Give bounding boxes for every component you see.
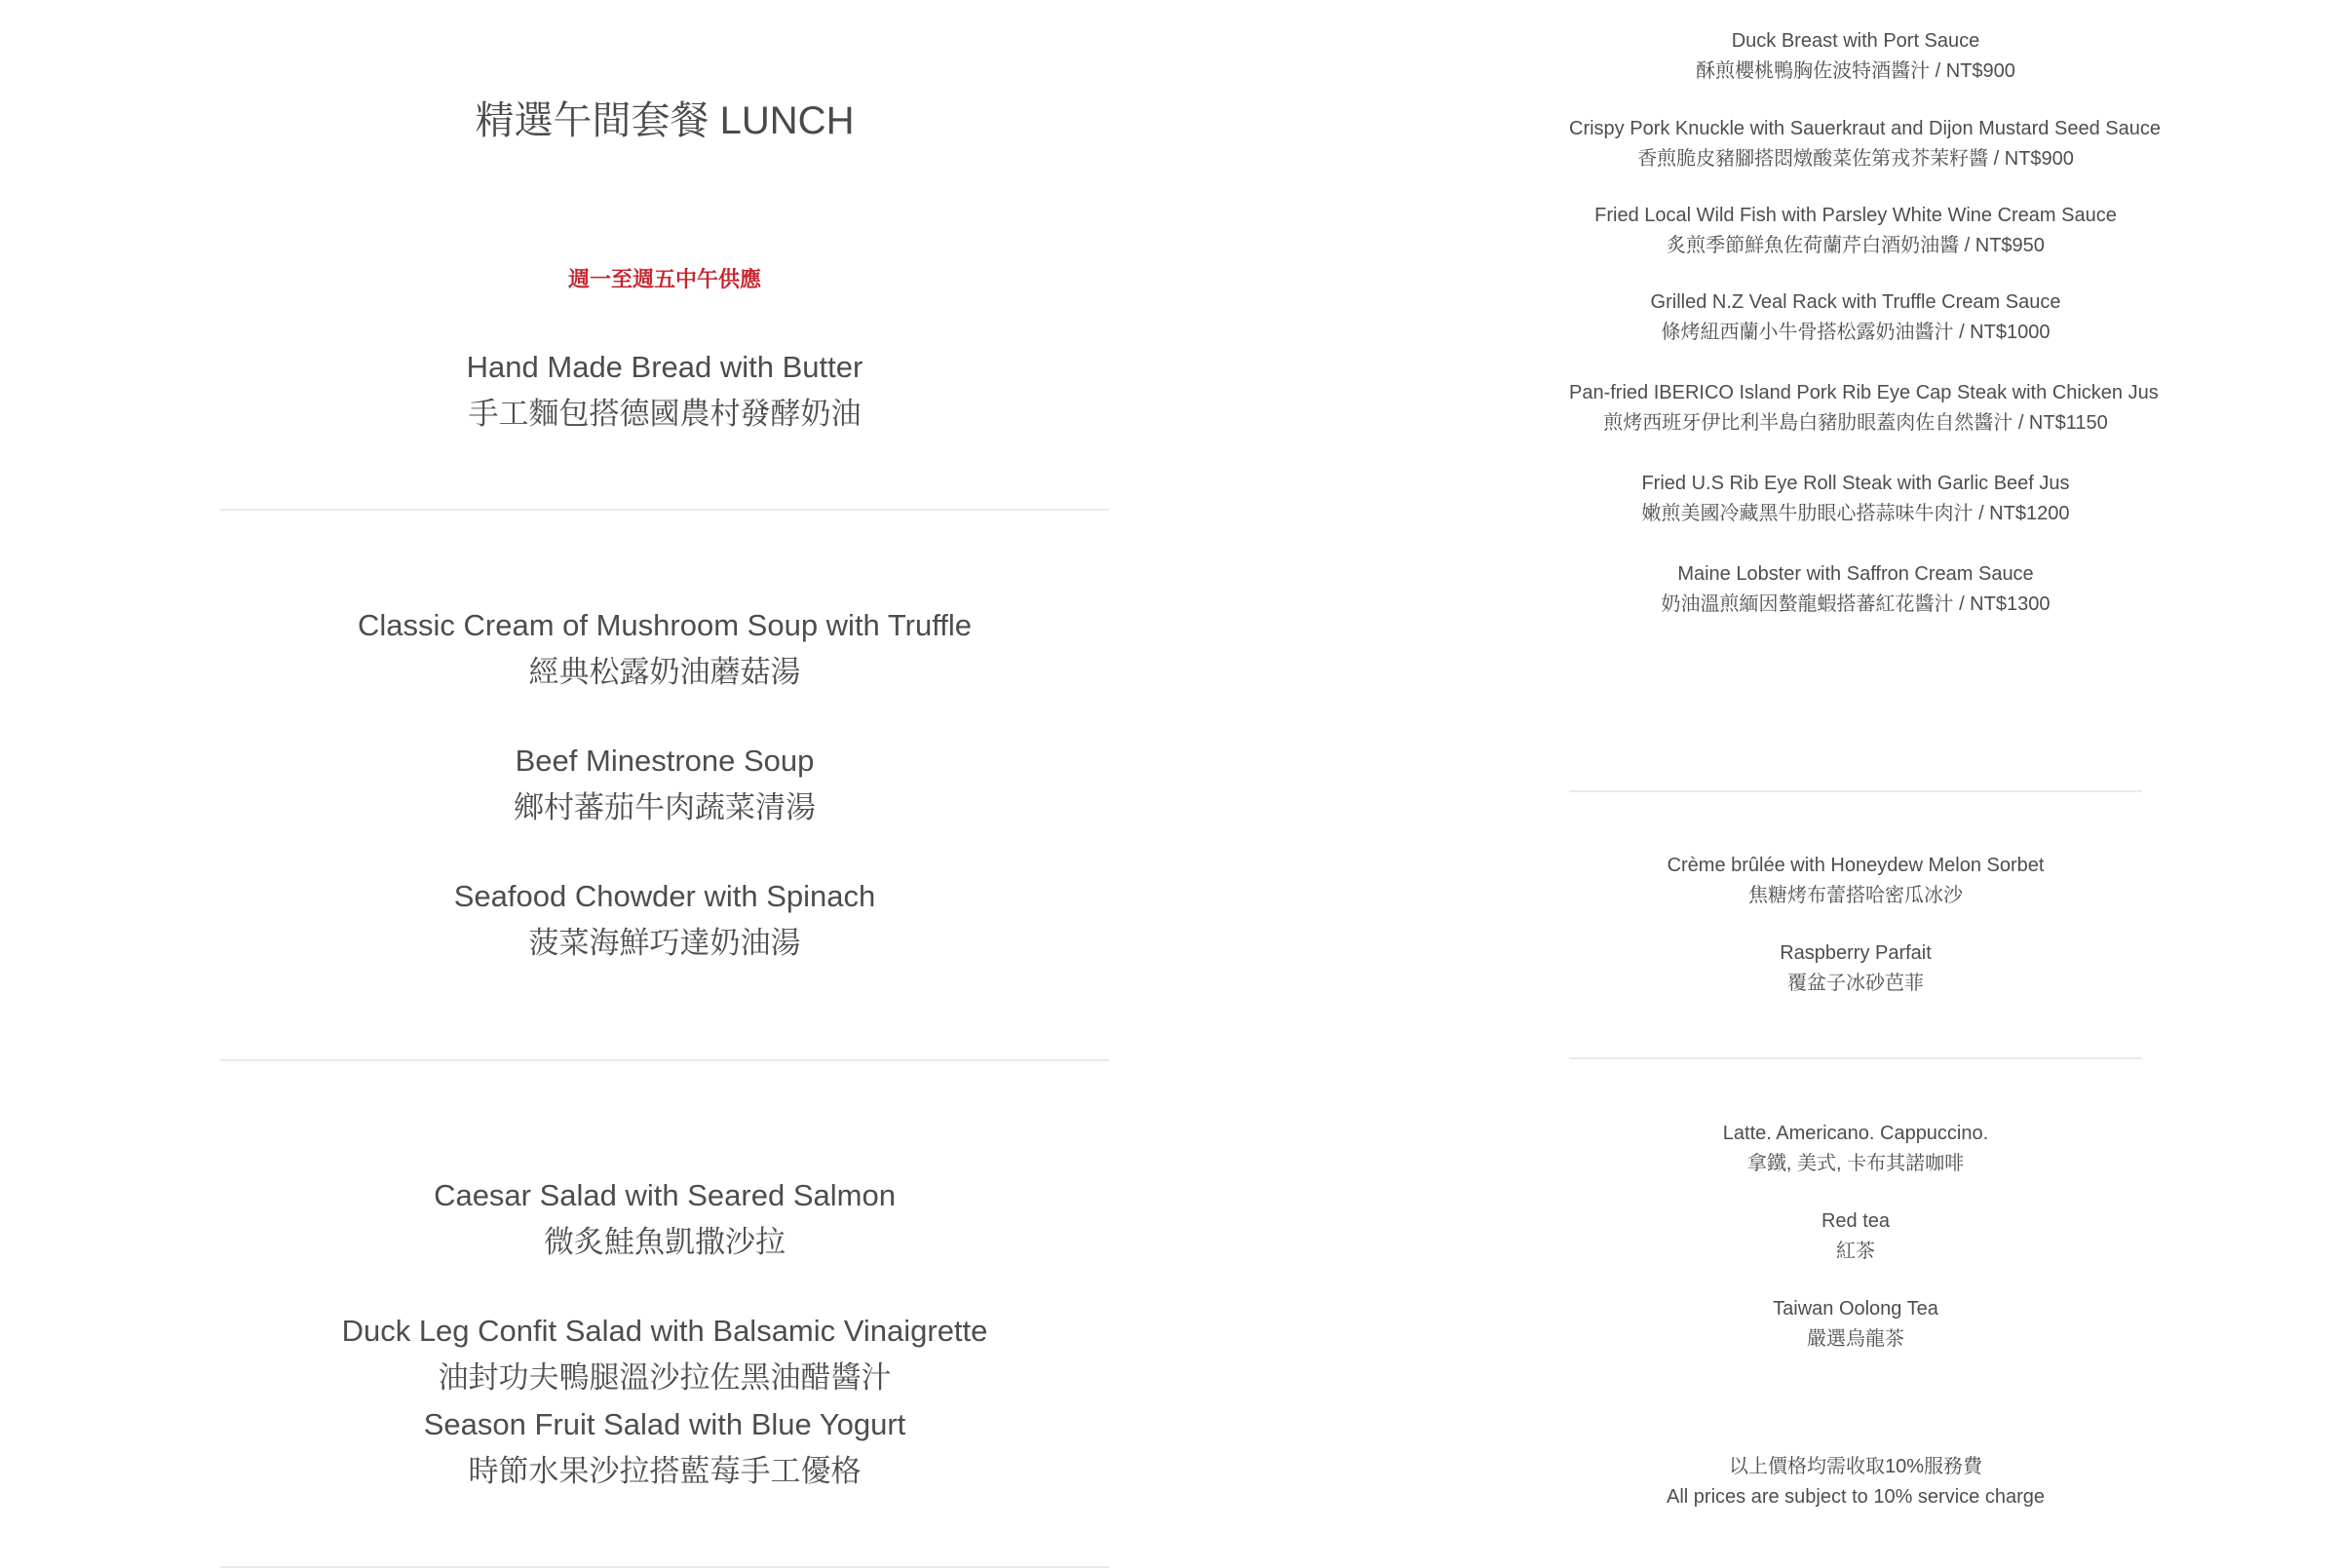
drink-item-en: Taiwan Oolong Tea bbox=[1773, 1298, 1938, 1319]
main-item-en: Pan-fried IBERICO Island Pork Rib Eye Cap Steak with Chicken Jus bbox=[1569, 382, 2159, 403]
main-item-zh-price: 煎烤西班牙伊比利半島白豬肋眼蓋肉佐自然醬汁 / NT$1150 bbox=[1603, 412, 2108, 434]
dessert-item-en: Crème brûlée with Honeydew Melon Sorbet bbox=[1667, 855, 2045, 876]
drink-item-en: Latte. Americano. Cappuccino. bbox=[1722, 1123, 1989, 1144]
main-item-en: Crispy Pork Knuckle with Sauerkraut and Dijon Mustard Seed Sauce bbox=[1569, 118, 2161, 139]
main-item-en: Grilled N.Z Veal Rack with Truffle Cream Sauce bbox=[1650, 291, 2061, 313]
soup-item-en: Classic Cream of Mushroom Soup with Truffle bbox=[358, 608, 972, 642]
drink-item-zh: 紅茶 bbox=[1836, 1241, 1875, 1262]
soup-item-zh: 經典松露奶油蘑菇湯 bbox=[528, 655, 801, 689]
main-item-en: Maine Lobster with Saffron Cream Sauce bbox=[1677, 563, 2034, 585]
main-item-zh-price: 奶油溫煎緬因螯龍蝦搭蕃紅花醬汁 / NT$1300 bbox=[1661, 593, 2051, 615]
section-divider bbox=[1569, 1057, 2142, 1059]
salad-item-zh: 時節水果沙拉搭藍莓手工優格 bbox=[468, 1454, 862, 1488]
salad-item-en: Caesar Salad with Seared Salmon bbox=[434, 1178, 896, 1212]
bread-name-en: Hand Made Bread with Butter bbox=[466, 350, 863, 384]
salad-item-en: Duck Leg Confit Salad with Balsamic Vinaigrette bbox=[341, 1314, 988, 1348]
drink-item-zh: 拿鐵, 美式, 卡布其諾咖啡 bbox=[1746, 1153, 1965, 1174]
dessert-item-zh: 焦糖烤布蕾搭哈密瓜冰沙 bbox=[1748, 885, 1963, 906]
section-divider bbox=[220, 1059, 1109, 1061]
right-column bbox=[1569, 0, 2161, 1559]
main-item-zh-price: 條烤紐西蘭小牛骨搭松露奶油醬汁 / NT$1000 bbox=[1661, 322, 2051, 343]
service-charge-note-zh: 以上價格均需收取10%服務費 bbox=[1728, 1456, 1983, 1477]
salad-item-zh: 微炙鮭魚凱撒沙拉 bbox=[544, 1225, 786, 1259]
main-item-en: Duck Breast with Port Sauce bbox=[1731, 30, 1980, 52]
main-item-zh-price: 炙煎季節鮮魚佐荷蘭芹白酒奶油醬 / NT$950 bbox=[1667, 235, 2045, 256]
main-item-zh-price: 酥煎櫻桃鴨胸佐波特酒醬汁 / NT$900 bbox=[1696, 60, 2015, 82]
section-divider bbox=[1569, 790, 2142, 792]
bread-name-zh: 手工麵包搭德國農村發酵奶油 bbox=[468, 397, 862, 431]
soup-item-zh: 菠菜海鮮巧達奶油湯 bbox=[528, 926, 801, 960]
soup-item-en: Seafood Chowder with Spinach bbox=[453, 879, 876, 913]
main-item-zh-price: 嫩煎美國冷藏黑牛肋眼心搭蒜味牛肉汁 / NT$1200 bbox=[1641, 503, 2070, 524]
drink-item-zh: 嚴選烏龍茶 bbox=[1807, 1328, 1904, 1350]
salad-item-en: Season Fruit Salad with Blue Yogurt bbox=[423, 1407, 906, 1441]
main-item-en: Fried Local Wild Fish with Parsley White Wine Cream Sauce bbox=[1594, 205, 2117, 226]
main-item-zh-price: 香煎脆皮豬腳搭悶燉酸菜佐第戎芥茉籽醬 / NT$900 bbox=[1637, 148, 2074, 170]
dessert-item-zh: 覆盆子冰砂芭菲 bbox=[1787, 973, 1924, 994]
section-divider bbox=[220, 509, 1109, 511]
soup-item-en: Beef Minestrone Soup bbox=[515, 744, 815, 778]
salad-item-zh: 油封功夫鴨腿溫沙拉佐黑油醋醬汁 bbox=[438, 1360, 892, 1395]
dessert-item-en: Raspberry Parfait bbox=[1780, 942, 1932, 964]
service-charge-note-en: All prices are subject to 10% service charge bbox=[1667, 1486, 2045, 1508]
menu-title: 精選午間套餐 LUNCH bbox=[475, 99, 855, 142]
main-item-en: Fried U.S Rib Eye Roll Steak with Garlic Beef Jus bbox=[1641, 473, 2070, 494]
left-column bbox=[220, 0, 1109, 1559]
drink-item-en: Red tea bbox=[1821, 1210, 1891, 1232]
availability-notice: 週一至週五中午供應 bbox=[567, 267, 761, 291]
soup-item-zh: 鄉村蕃茄牛肉蔬菜清湯 bbox=[514, 790, 816, 824]
